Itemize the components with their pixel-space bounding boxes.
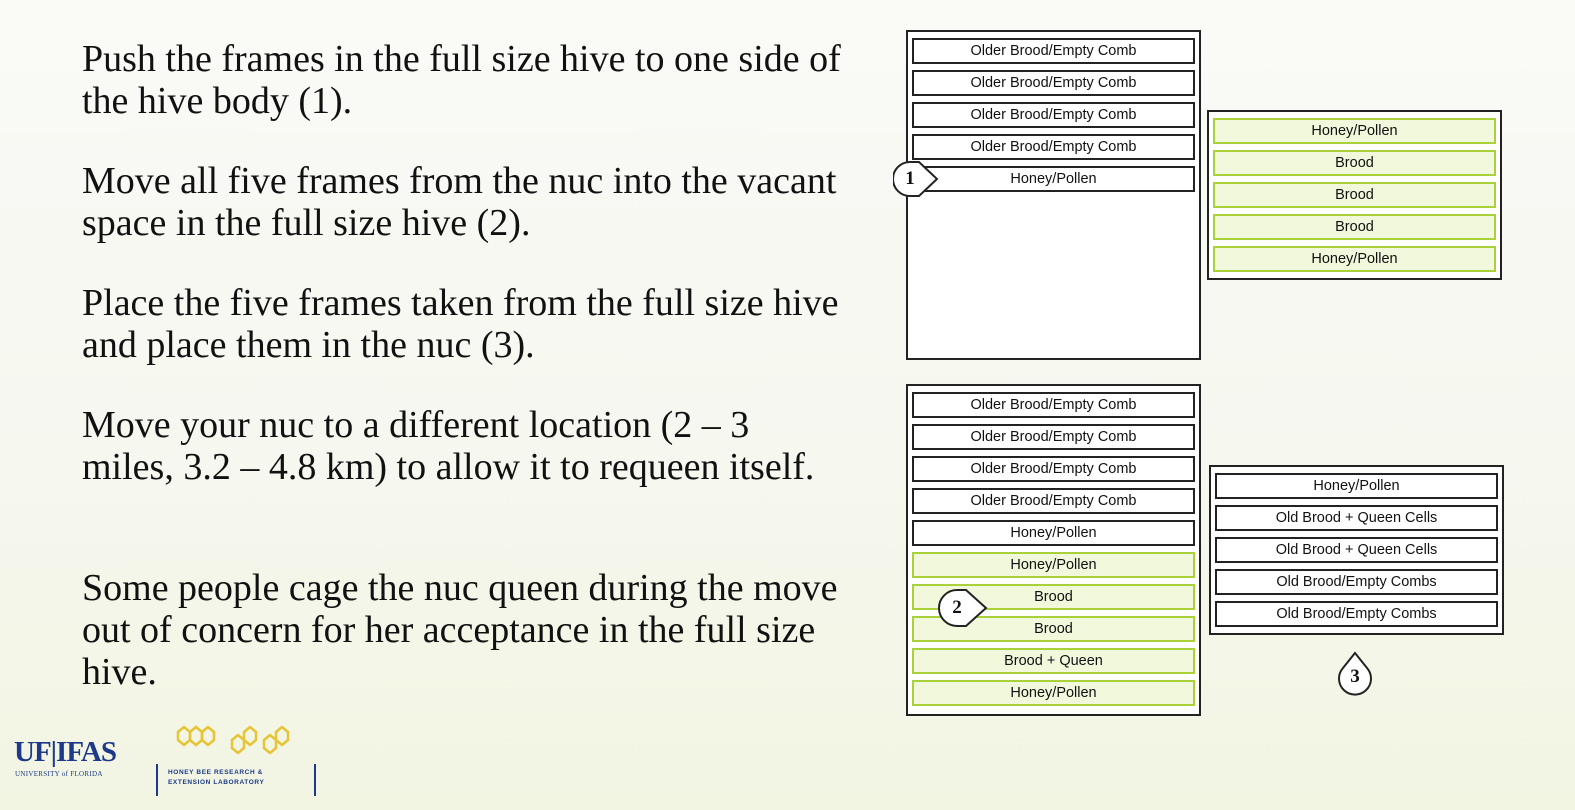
hive-before-frame: Honey/Pollen: [912, 166, 1195, 192]
nuc-after-frame: Old Brood + Queen Cells: [1215, 505, 1498, 531]
hive-before-frame: Older Brood/Empty Comb: [912, 102, 1195, 128]
hive-before-frame: Older Brood/Empty Comb: [912, 70, 1195, 96]
hive-before-frame: Older Brood/Empty Comb: [912, 134, 1195, 160]
step-marker-2-label: 2: [952, 597, 962, 618]
lab-name-line-1: HONEY BEE RESEARCH &: [168, 769, 263, 776]
instruction-step-2: Move all five frames from the nuc into the vacant space in the full size hive (2).: [82, 160, 837, 244]
hive-after-frame: Honey/Pollen: [912, 552, 1195, 578]
hive-after-frame: Brood + Queen: [912, 648, 1195, 674]
hive-after-frame: Older Brood/Empty Comb: [912, 488, 1195, 514]
instruction-step-5: Some people cage the nuc queen during the move out of concern for her acceptance in the full size hive.: [82, 567, 838, 693]
step-marker-2: [938, 588, 976, 626]
step-marker-1-label: 1: [905, 168, 915, 189]
lab-name-line-2: EXTENSION LABORATORY: [168, 779, 265, 786]
nuc-before-frame: Brood: [1213, 214, 1496, 240]
nuc-after: [1209, 465, 1504, 635]
nuc-before-frame: Honey/Pollen: [1213, 118, 1496, 144]
instruction-step-3: Place the five frames taken from the full size hive and place them in the nuc (3).: [82, 282, 839, 366]
hive-after-frame: Brood: [912, 584, 1195, 610]
nuc-after-frame: Old Brood/Empty Combs: [1215, 601, 1498, 627]
hive-before-frame: Older Brood/Empty Comb: [912, 38, 1195, 64]
step-marker-3: [1335, 650, 1373, 688]
nuc-after-frame: Old Brood + Queen Cells: [1215, 537, 1498, 563]
instruction-step-4: Move your nuc to a different location (2 – 3 miles, 3.2 – 4.8 km) to allow it to requeen itself.: [82, 404, 815, 488]
logo-divider: [156, 764, 158, 796]
step-marker-3-label: 3: [1350, 666, 1360, 687]
instruction-step-1: Push the frames in the full size hive to one side of the hive body (1).: [82, 38, 841, 122]
uf-ifas-logo: [14, 736, 144, 786]
step-marker-1: [893, 160, 931, 198]
honeycomb-hexagon-icon: [168, 722, 318, 762]
honey-bee-lab-text: [168, 768, 308, 788]
uf-ifas-wordmark: UF|IFAS: [14, 736, 116, 768]
hive-after-frame: Older Brood/Empty Comb: [912, 392, 1195, 418]
hive-after-frame: Honey/Pollen: [912, 520, 1195, 546]
nuc-after-frame: Old Brood/Empty Combs: [1215, 569, 1498, 595]
hive-after-frame: Older Brood/Empty Comb: [912, 456, 1195, 482]
hive-after-frame: Brood: [912, 616, 1195, 642]
nuc-before: [1207, 110, 1502, 280]
full-hive-after: [906, 384, 1201, 716]
hive-after-frame: Older Brood/Empty Comb: [912, 424, 1195, 450]
uf-ifas-subtitle: UNIVERSITY of FLORIDA: [15, 770, 103, 778]
full-hive-before: [906, 30, 1201, 360]
nuc-after-frame: Honey/Pollen: [1215, 473, 1498, 499]
nuc-before-frame: Brood: [1213, 150, 1496, 176]
hive-after-frame: Honey/Pollen: [912, 680, 1195, 706]
logo-divider: [314, 764, 316, 796]
honey-bee-lab-logo: [156, 722, 326, 798]
nuc-before-frame: Honey/Pollen: [1213, 246, 1496, 272]
nuc-before-frame: Brood: [1213, 182, 1496, 208]
